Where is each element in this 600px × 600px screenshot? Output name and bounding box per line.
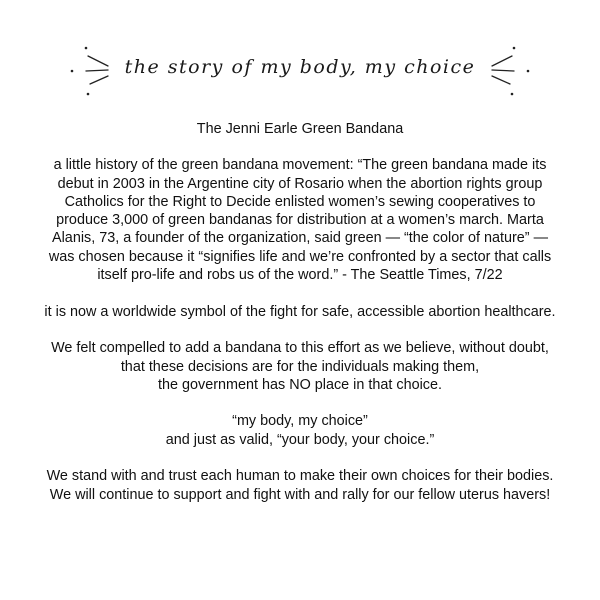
history-line: debut in 2003 in the Argentine city of Rosario when the abortion rights group [57, 175, 543, 192]
closing-paragraph [10, 467, 590, 504]
compelled-line: We felt compelled to add a bandana to this effort as we believe, without doubt, [51, 340, 549, 357]
history-line: itself pro-life and robs us of the word.” - The Seattle Times, 7/22 [97, 267, 503, 284]
header-title: the story of my body, my choice [124, 56, 476, 78]
history-line: Catholics for the Right to Decide enlisted women’s sewing cooperatives to [64, 193, 536, 210]
quote-line: “my body, my choice” [232, 413, 368, 430]
compelled-paragraph [10, 339, 590, 394]
story-text [10, 120, 590, 504]
closing-line: We will continue to support and fight with and rally for our fellow uterus havers! [49, 486, 551, 503]
history-line: produce 3,000 of green bandanas for distribution at a women’s march. Marta [56, 212, 544, 229]
symbol-paragraph: it is now a worldwide symbol of the fight for safe, accessible abortion healthcare. [44, 303, 556, 320]
history-paragraph [10, 156, 590, 284]
closing-line: We stand with and trust each human to make their own choices for their bodies. [46, 468, 554, 485]
quote-line: and just as valid, “your body, your choice.” [165, 431, 435, 448]
history-line: a little history of the green bandana movement: “The green bandana made its [53, 157, 547, 174]
history-line: Alanis, 73, a founder of the organization, said green — “the color of nature” — [52, 230, 548, 247]
header-banner [0, 38, 600, 108]
compelled-line: the government has NO place in that choice. [158, 376, 442, 393]
compelled-line: that these decisions are for the individuals making them, [120, 358, 480, 375]
right-burst-decoration [470, 38, 540, 108]
quote-paragraph [10, 412, 590, 449]
page-title: The Jenni Earle Green Bandana [196, 121, 404, 137]
history-line: was chosen because it “signifies life and we’re confronted by a sector that calls [48, 248, 552, 265]
